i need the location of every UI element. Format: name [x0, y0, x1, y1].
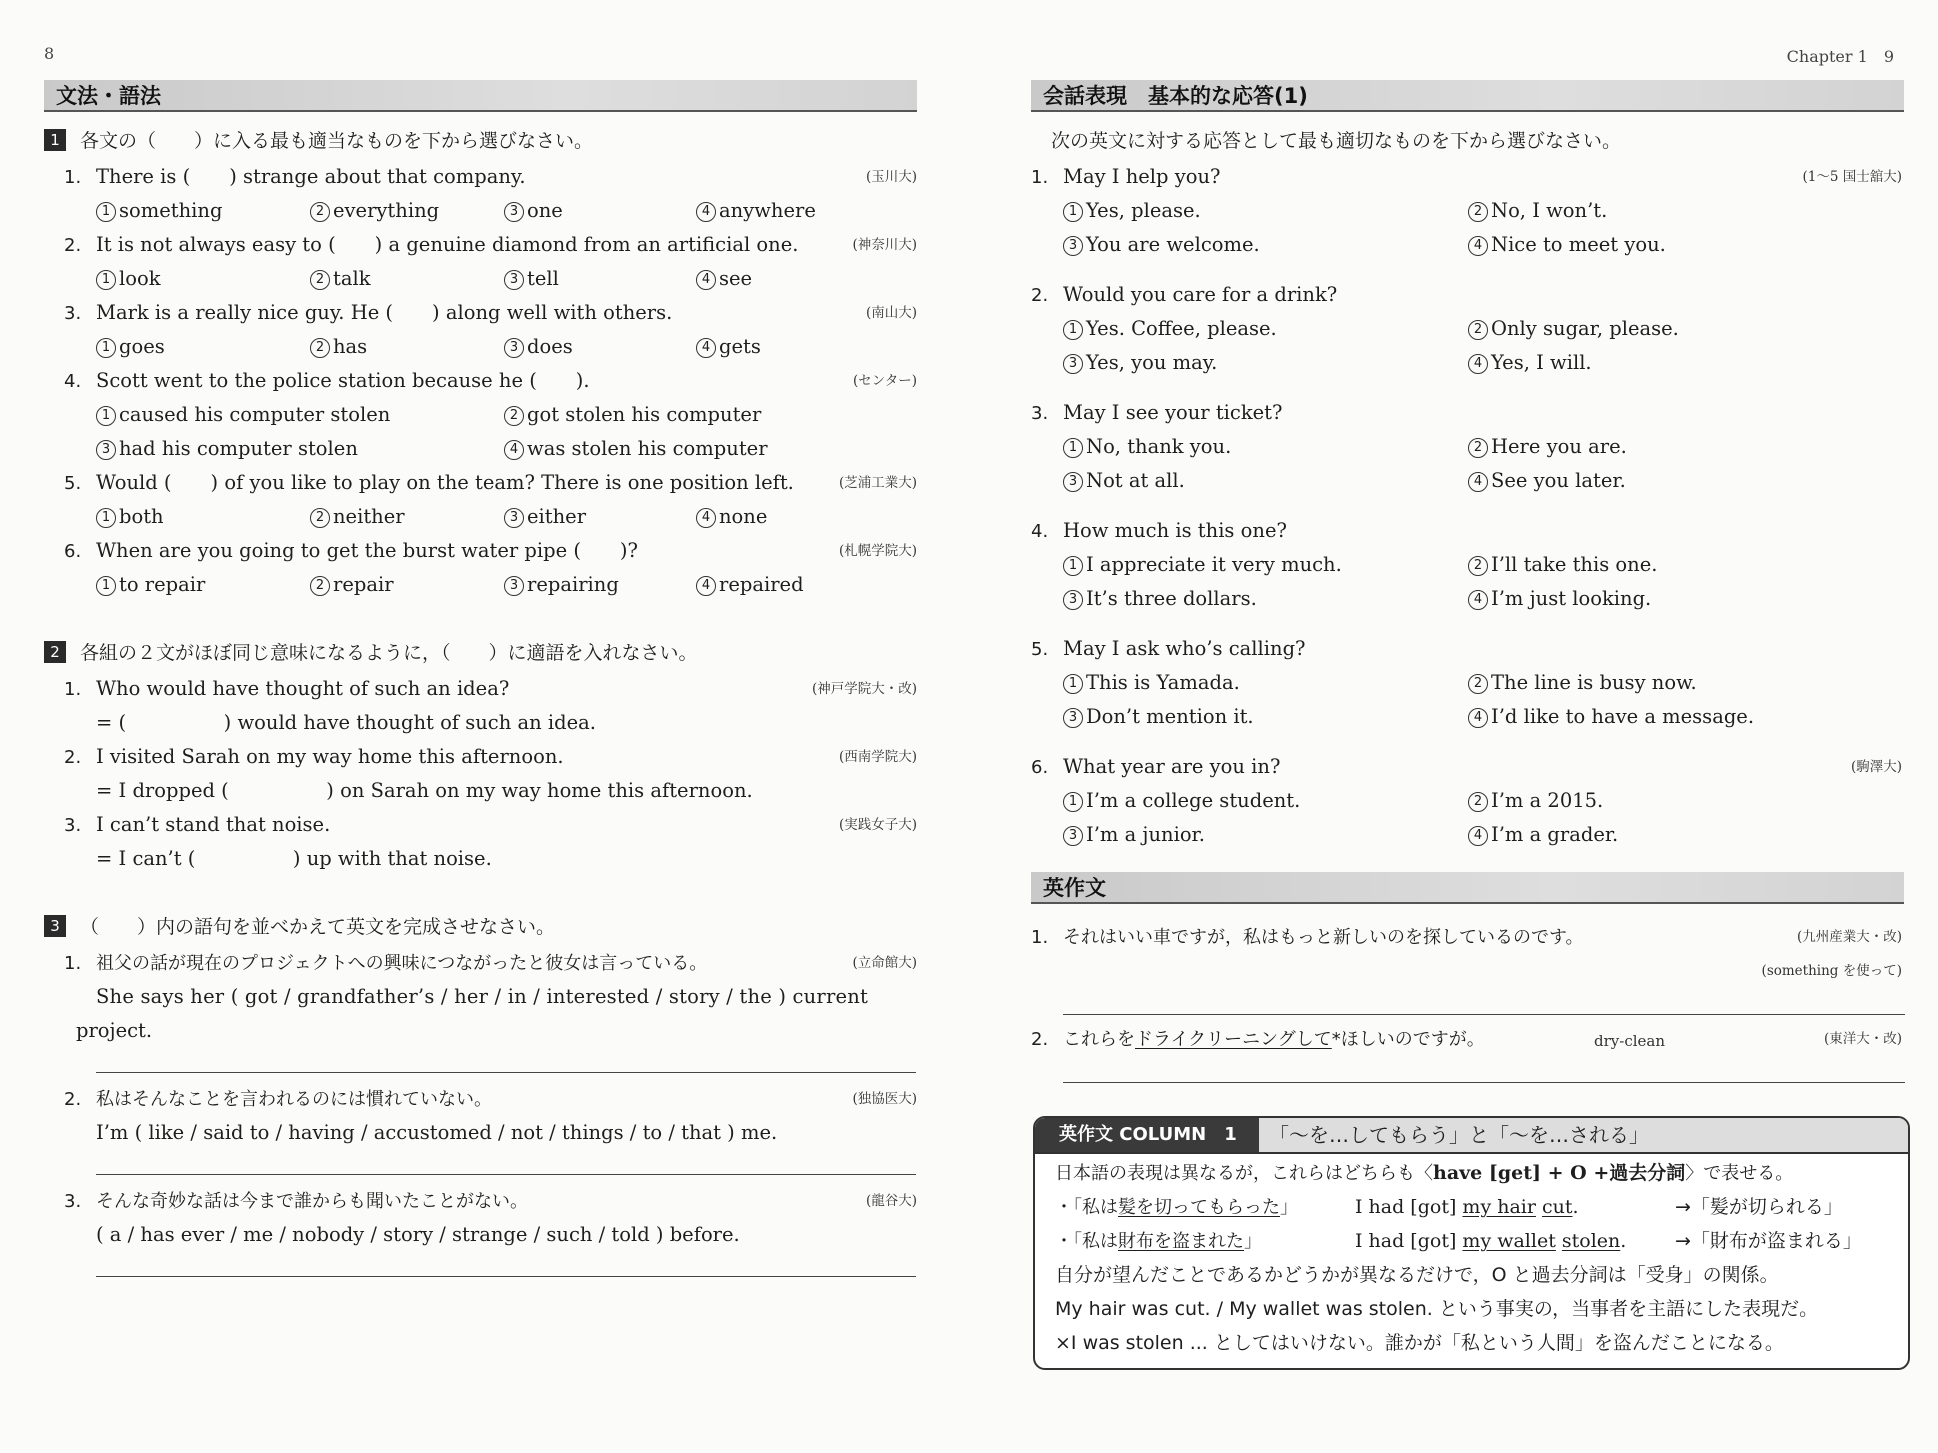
question — [1031, 518, 1287, 545]
source-label: (1～5 国士舘大) — [1802, 169, 1902, 185]
column-formula: have [get] + O +過去分詞 — [1433, 1162, 1686, 1184]
question-number: 1. — [1031, 167, 1049, 188]
option[interactable] — [310, 198, 439, 224]
question-text: Mark is a really nice guy. He ( ) along well with others. — [96, 301, 673, 324]
option-marker: 2 — [1468, 792, 1488, 812]
source-label: (東洋大・改) — [1823, 1031, 1902, 1047]
option-marker: 1 — [1063, 792, 1083, 812]
part2-instruction — [44, 640, 698, 666]
question-number: 1. — [1031, 927, 1049, 948]
composition-question — [1031, 1026, 1485, 1053]
source-label: (西南学院大) — [838, 749, 917, 765]
question-number: 4. — [1031, 521, 1049, 542]
question — [64, 812, 330, 839]
option[interactable] — [504, 266, 559, 292]
option[interactable] — [96, 436, 358, 462]
option-text: everything — [333, 199, 440, 222]
instruction-text: 各文の（ ）に入る最も適当なものを下から選びなさい。 — [80, 130, 594, 152]
option-marker: 1 — [1063, 438, 1083, 458]
option-marker: 3 — [96, 440, 116, 460]
option-text: Yes, you may. — [1086, 351, 1218, 374]
source-label: (神戸学院大・改) — [811, 681, 917, 697]
option-text: none — [719, 505, 768, 528]
column-line: ×I was stolen ... としてはいけない。誰かが「私という人間」を盗んだことになる。 — [1055, 1332, 1784, 1354]
option[interactable] — [1468, 552, 1657, 578]
question-number: 2. — [64, 1089, 82, 1110]
question-text: May I ask who’s calling? — [1063, 637, 1306, 660]
option-marker: 1 — [96, 576, 116, 596]
question — [64, 1086, 492, 1113]
option-text: goes — [119, 335, 165, 358]
column-title: 「～を…してもらう」と「～を…される」 — [1269, 1123, 1649, 1147]
question-text: What year are you in? — [1063, 755, 1281, 778]
question — [64, 744, 564, 771]
option-marker: 4 — [504, 440, 524, 460]
option[interactable] — [96, 334, 165, 360]
question-text: May I see your ticket? — [1063, 401, 1283, 424]
question-japanese: 祖父の話が現在のプロジェクトへの興味につながったと彼女は言っている。 — [96, 953, 708, 974]
column-example-en — [1355, 1194, 1579, 1220]
question-text: May I help you? — [1063, 165, 1221, 188]
option-marker: 3 — [504, 508, 524, 528]
question-number: 1. — [64, 953, 82, 974]
answer-line[interactable] — [96, 1072, 916, 1073]
source-label: (龍谷大) — [865, 1193, 917, 1209]
option-text: Yes, please. — [1086, 199, 1201, 222]
option-marker: 1 — [96, 202, 116, 222]
word-order-prompt-cont: project. — [76, 1019, 153, 1042]
jp-post: *ほしいのですが。 — [1331, 1029, 1485, 1050]
option[interactable] — [310, 334, 367, 360]
question-number: 1. — [64, 679, 82, 700]
option-text: something — [119, 199, 223, 222]
option[interactable] — [1063, 316, 1277, 342]
option-marker: 4 — [1468, 472, 1488, 492]
question — [64, 164, 526, 191]
source-label: (立命館大) — [852, 955, 917, 971]
option-text: I’m just looking. — [1491, 587, 1652, 610]
option-marker: 2 — [310, 202, 330, 222]
question — [1031, 282, 1337, 309]
question-number: 3. — [1031, 403, 1049, 424]
column-text: ・「私は — [1055, 1197, 1118, 1218]
option[interactable] — [1468, 232, 1666, 258]
instruction-text: 各組の２文がほぼ同じ意味になるように，（ ）に適語を入れなさい。 — [80, 642, 698, 664]
option-marker: 2 — [1468, 320, 1488, 340]
question-japanese: 私はそんなことを言われるのには慣れていない。 — [96, 1089, 492, 1110]
option-text: see — [719, 267, 753, 290]
question — [64, 950, 707, 977]
option-marker: 3 — [1063, 708, 1083, 728]
question-japanese: そんな奇妙な話は今まで誰からも聞いたことがない。 — [96, 1191, 528, 1212]
option-text: repair — [333, 573, 394, 596]
question-text: Would you care for a drink? — [1063, 283, 1338, 306]
option[interactable] — [504, 334, 573, 360]
column-line: 自分が望んだことであるかどうかが異なるだけで，O と過去分詞は「受身」の関係。 — [1055, 1264, 1779, 1286]
column-text: . — [1620, 1230, 1627, 1252]
column-line — [1055, 1160, 1793, 1187]
column-text: 〉で表せる。 — [1685, 1163, 1794, 1184]
option[interactable] — [1468, 822, 1618, 848]
option-marker: 3 — [1063, 590, 1083, 610]
option-text: one — [527, 199, 563, 222]
option[interactable] — [1468, 350, 1592, 376]
option[interactable] — [96, 504, 164, 530]
option-text: I’m a grader. — [1491, 823, 1619, 846]
column-text: 」 — [1280, 1197, 1298, 1218]
column-example — [1055, 1228, 1262, 1255]
column-text-underlined: my wallet — [1462, 1230, 1556, 1252]
option[interactable] — [696, 334, 761, 360]
option-marker: 1 — [96, 508, 116, 528]
option-text: You are welcome. — [1086, 233, 1260, 256]
section-header-composition — [1031, 872, 1904, 904]
question — [64, 1188, 528, 1215]
part-number-badge: 3 — [44, 915, 66, 937]
question-number: 1. — [64, 167, 82, 188]
source-label: (九州産業大・改) — [1796, 929, 1902, 945]
column-text: I had [got] — [1355, 1196, 1463, 1218]
column-text: I had [got] — [1355, 1230, 1463, 1252]
option-text: does — [527, 335, 573, 358]
option-text: look — [119, 267, 161, 290]
page-number-left: 8 — [44, 44, 55, 63]
question-text: Who would have thought of such an idea? — [96, 677, 510, 700]
option[interactable] — [1063, 350, 1217, 376]
column-line: My hair was cut. / My wallet was stolen. という事実の，当事者を主語にした表現だ。 — [1055, 1298, 1819, 1320]
section-title: 文法・語法 — [56, 84, 161, 108]
column-text: . — [1572, 1196, 1579, 1218]
column-result: →「財布が盗まれる」 — [1675, 1230, 1862, 1252]
option-text: Yes, I will. — [1491, 351, 1592, 374]
part3-instruction — [44, 914, 555, 940]
option-marker: 2 — [1468, 438, 1488, 458]
option-marker: 1 — [1063, 320, 1083, 340]
source-label: (独協医大) — [852, 1091, 917, 1107]
option-marker: 3 — [504, 270, 524, 290]
option-marker: 1 — [1063, 674, 1083, 694]
column-text: ・「私は — [1055, 1231, 1118, 1252]
option-marker: 1 — [96, 406, 116, 426]
option-marker: 4 — [696, 202, 716, 222]
section-title: 英作文 — [1043, 876, 1106, 900]
source-label: (札幌学院大) — [838, 543, 917, 559]
option[interactable] — [1063, 198, 1201, 224]
source-label: (実践女子大) — [838, 817, 917, 833]
rewrite-line[interactable]: = I dropped ( ) on Sarah on my way home this afternoon. — [96, 779, 753, 802]
option[interactable] — [696, 266, 752, 292]
option-text: I’ll take this one. — [1491, 553, 1658, 576]
option-text: No, thank you. — [1086, 435, 1232, 458]
answer-line[interactable] — [96, 1276, 916, 1277]
part1-instruction — [44, 128, 593, 154]
word-order-prompt: I’m ( like / said to / having / accustomed / not / things / to / that ) me. — [96, 1121, 778, 1144]
option-text: I’m a 2015. — [1491, 789, 1604, 812]
option-text: caused his computer stolen — [119, 403, 391, 426]
option[interactable] — [310, 572, 394, 598]
section-title: 会話表現 基本的な応答(1) — [1043, 84, 1308, 108]
question-number: 4. — [64, 371, 82, 392]
option-text: This is Yamada. — [1086, 671, 1240, 694]
option-text: I’m a junior. — [1086, 823, 1205, 846]
option[interactable] — [1063, 232, 1260, 258]
option[interactable] — [1063, 552, 1342, 578]
option[interactable] — [1468, 788, 1603, 814]
option-marker: 2 — [1468, 556, 1488, 576]
question-number: 6. — [64, 541, 82, 562]
question-text: I visited Sarah on my way home this afternoon. — [96, 745, 564, 768]
option-text: had his computer stolen — [119, 437, 358, 460]
option-text: anywhere — [719, 199, 816, 222]
option-marker: 2 — [310, 270, 330, 290]
answer-line[interactable] — [1063, 1082, 1905, 1083]
option-text: repairing — [527, 573, 619, 596]
option[interactable] — [96, 402, 390, 428]
option-marker: 1 — [96, 270, 116, 290]
instruction-text: （ ）内の語句を並べかえて英文を完成させなさい。 — [80, 916, 556, 938]
option[interactable] — [96, 198, 222, 224]
question-number: 3. — [64, 1191, 82, 1212]
option[interactable] — [1063, 468, 1185, 494]
source-label: (神奈川大) — [852, 237, 917, 253]
option-text: Nice to meet you. — [1491, 233, 1666, 256]
option[interactable] — [310, 504, 405, 530]
source-label: (芝浦工業大) — [838, 475, 917, 491]
question-number: 6. — [1031, 757, 1049, 778]
question-number: 5. — [1031, 639, 1049, 660]
question — [1031, 754, 1280, 781]
column-text-underlined: stolen — [1561, 1230, 1621, 1252]
rewrite-line[interactable]: = I can’t ( ) up with that noise. — [96, 847, 492, 870]
source-label: (玉川大) — [865, 169, 917, 185]
question-text: Scott went to the police station because he ( ). — [96, 369, 590, 392]
option[interactable] — [1468, 704, 1754, 730]
question-text: When are you going to get the burst water pipe ( )? — [96, 539, 638, 562]
column-example-en — [1355, 1228, 1626, 1254]
column-text: 日本語の表現は異なるが，これらはどちらも〈 — [1055, 1163, 1433, 1184]
option-text: Yes. Coffee, please. — [1086, 317, 1277, 340]
question-number: 2. — [1031, 285, 1049, 306]
question — [64, 300, 672, 327]
option-marker: 3 — [504, 202, 524, 222]
question-number: 2. — [1031, 1029, 1049, 1050]
option[interactable] — [1468, 670, 1697, 696]
question — [64, 538, 638, 565]
question-number: 5. — [64, 473, 82, 494]
option[interactable] — [1063, 704, 1254, 730]
question-number: 3. — [64, 815, 82, 836]
jp-pre: これらを — [1063, 1029, 1135, 1050]
option-marker: 3 — [1063, 826, 1083, 846]
option-text: Don’t mention it. — [1086, 705, 1254, 728]
option-marker: 2 — [504, 406, 524, 426]
option[interactable] — [1063, 586, 1257, 612]
option-text: The line is busy now. — [1491, 671, 1697, 694]
question — [1031, 164, 1221, 191]
option-text: was stolen his computer — [527, 437, 768, 460]
question — [64, 676, 509, 703]
option-text: See you later. — [1491, 469, 1626, 492]
question-text: How much is this one? — [1063, 519, 1287, 542]
option[interactable] — [1063, 788, 1300, 814]
question-number: 3. — [64, 303, 82, 324]
answer-line[interactable] — [1063, 1014, 1905, 1015]
option[interactable] — [696, 504, 767, 530]
option-text: No, I won’t. — [1491, 199, 1608, 222]
option-marker: 4 — [696, 270, 716, 290]
option-marker: 1 — [1063, 202, 1083, 222]
option-marker: 4 — [1468, 590, 1488, 610]
option-text: talk — [333, 267, 371, 290]
rewrite-line[interactable]: = ( ) would have thought of such an idea. — [96, 711, 596, 734]
option[interactable] — [1468, 434, 1627, 460]
option[interactable] — [1063, 670, 1240, 696]
option-marker: 2 — [1468, 674, 1488, 694]
option[interactable] — [504, 402, 761, 428]
option-marker: 1 — [1063, 556, 1083, 576]
column-text: 」 — [1244, 1231, 1262, 1252]
option-marker: 3 — [1063, 472, 1083, 492]
source-label: (南山大) — [865, 305, 917, 321]
gloss-label: dry-clean — [1594, 1032, 1665, 1050]
column-text-underlined: 財布を盗まれた — [1118, 1231, 1244, 1252]
option-text: gets — [719, 335, 761, 358]
option-marker: 4 — [1468, 826, 1488, 846]
hint-label: (something を使って) — [1761, 963, 1902, 979]
option[interactable] — [696, 572, 804, 598]
question-text: I can’t stand that noise. — [96, 813, 331, 836]
option-text: either — [527, 505, 587, 528]
question-number: 2. — [64, 747, 82, 768]
option-marker: 1 — [96, 338, 116, 358]
option-marker: 2 — [310, 508, 330, 528]
question — [64, 368, 590, 395]
question-text: It is not always easy to ( ) a genuine diamond from an artificial one. — [96, 233, 799, 256]
option-text: Only sugar, please. — [1491, 317, 1679, 340]
option-text: neither — [333, 505, 405, 528]
question — [64, 232, 798, 259]
word-order-prompt: ( a / has ever / me / nobody / story / strange / such / told ) before. — [96, 1223, 740, 1246]
option-marker: 2 — [1468, 202, 1488, 222]
option-marker: 2 — [310, 576, 330, 596]
conversation-instruction: 次の英文に対する応答として最も適切なものを下から選びなさい。 — [1051, 130, 1622, 152]
option[interactable] — [1468, 198, 1607, 224]
word-order-prompt: She says her ( got / grandfather’s / her / in / interested / story / the ) current — [96, 985, 869, 1008]
source-label: (駒澤大) — [1850, 759, 1902, 775]
question-text: There is ( ) strange about that company. — [96, 165, 526, 188]
jp-underlined: ドライクリーニングして — [1135, 1029, 1332, 1050]
option-marker: 3 — [1063, 354, 1083, 374]
question-japanese: それはいい車ですが，私はもっと新しいのを探しているのです。 — [1063, 927, 1584, 948]
option[interactable] — [504, 504, 586, 530]
option-text: has — [333, 335, 368, 358]
column-tag: 英作文 COLUMN 1 — [1035, 1118, 1259, 1152]
option-text: Here you are. — [1491, 435, 1627, 458]
option[interactable] — [1468, 468, 1626, 494]
column-text-underlined: 髪を切ってもらった — [1118, 1197, 1280, 1218]
option[interactable] — [504, 198, 563, 224]
option[interactable] — [96, 266, 161, 292]
section-header-grammar — [44, 80, 917, 112]
option-text: I appreciate it very much. — [1086, 553, 1342, 576]
column-text-underlined: my hair — [1462, 1196, 1536, 1218]
option-marker: 2 — [310, 338, 330, 358]
option-text: tell — [527, 267, 559, 290]
question — [1031, 636, 1306, 663]
page-number-right: Chapter 1 9 — [1786, 47, 1894, 66]
option-marker: 4 — [1468, 354, 1488, 374]
option-text: both — [119, 505, 164, 528]
option-text: repaired — [719, 573, 804, 596]
option-marker: 4 — [1468, 236, 1488, 256]
option-marker: 3 — [504, 576, 524, 596]
source-label: (センター) — [853, 373, 917, 389]
option[interactable] — [504, 436, 768, 462]
question-number: 2. — [64, 235, 82, 256]
option[interactable] — [96, 572, 205, 598]
option[interactable] — [696, 198, 816, 224]
column-header — [1035, 1118, 1908, 1154]
composition-question — [1031, 924, 1584, 951]
column-result: →「髪が切られる」 — [1675, 1196, 1843, 1218]
column-box — [1033, 1116, 1910, 1370]
question — [64, 470, 794, 497]
option-text: to repair — [119, 573, 206, 596]
option[interactable] — [504, 572, 619, 598]
option-text: It’s three dollars. — [1086, 587, 1257, 610]
option-marker: 4 — [696, 508, 716, 528]
part-number-badge: 2 — [44, 641, 66, 663]
section-header-conversation — [1031, 80, 1904, 112]
question — [1031, 400, 1282, 427]
option-marker: 3 — [1063, 236, 1083, 256]
option[interactable] — [1063, 434, 1231, 460]
column-example — [1055, 1194, 1298, 1221]
option-marker: 4 — [696, 338, 716, 358]
option-text: I’m a college student. — [1086, 789, 1301, 812]
option-text: Not at all. — [1086, 469, 1185, 492]
option-marker: 3 — [504, 338, 524, 358]
column-text-underlined: cut — [1541, 1196, 1573, 1218]
option-marker: 4 — [1468, 708, 1488, 728]
option[interactable] — [1063, 822, 1205, 848]
option-marker: 4 — [696, 576, 716, 596]
option[interactable] — [1468, 586, 1651, 612]
question-text: Would ( ) of you like to play on the team? There is one position left. — [96, 471, 794, 494]
answer-line[interactable] — [96, 1174, 916, 1175]
option[interactable] — [310, 266, 371, 292]
option-text: I’d like to have a message. — [1491, 705, 1755, 728]
part-number-badge: 1 — [44, 129, 66, 151]
option-text: got stolen his computer — [527, 403, 762, 426]
option[interactable] — [1468, 316, 1679, 342]
